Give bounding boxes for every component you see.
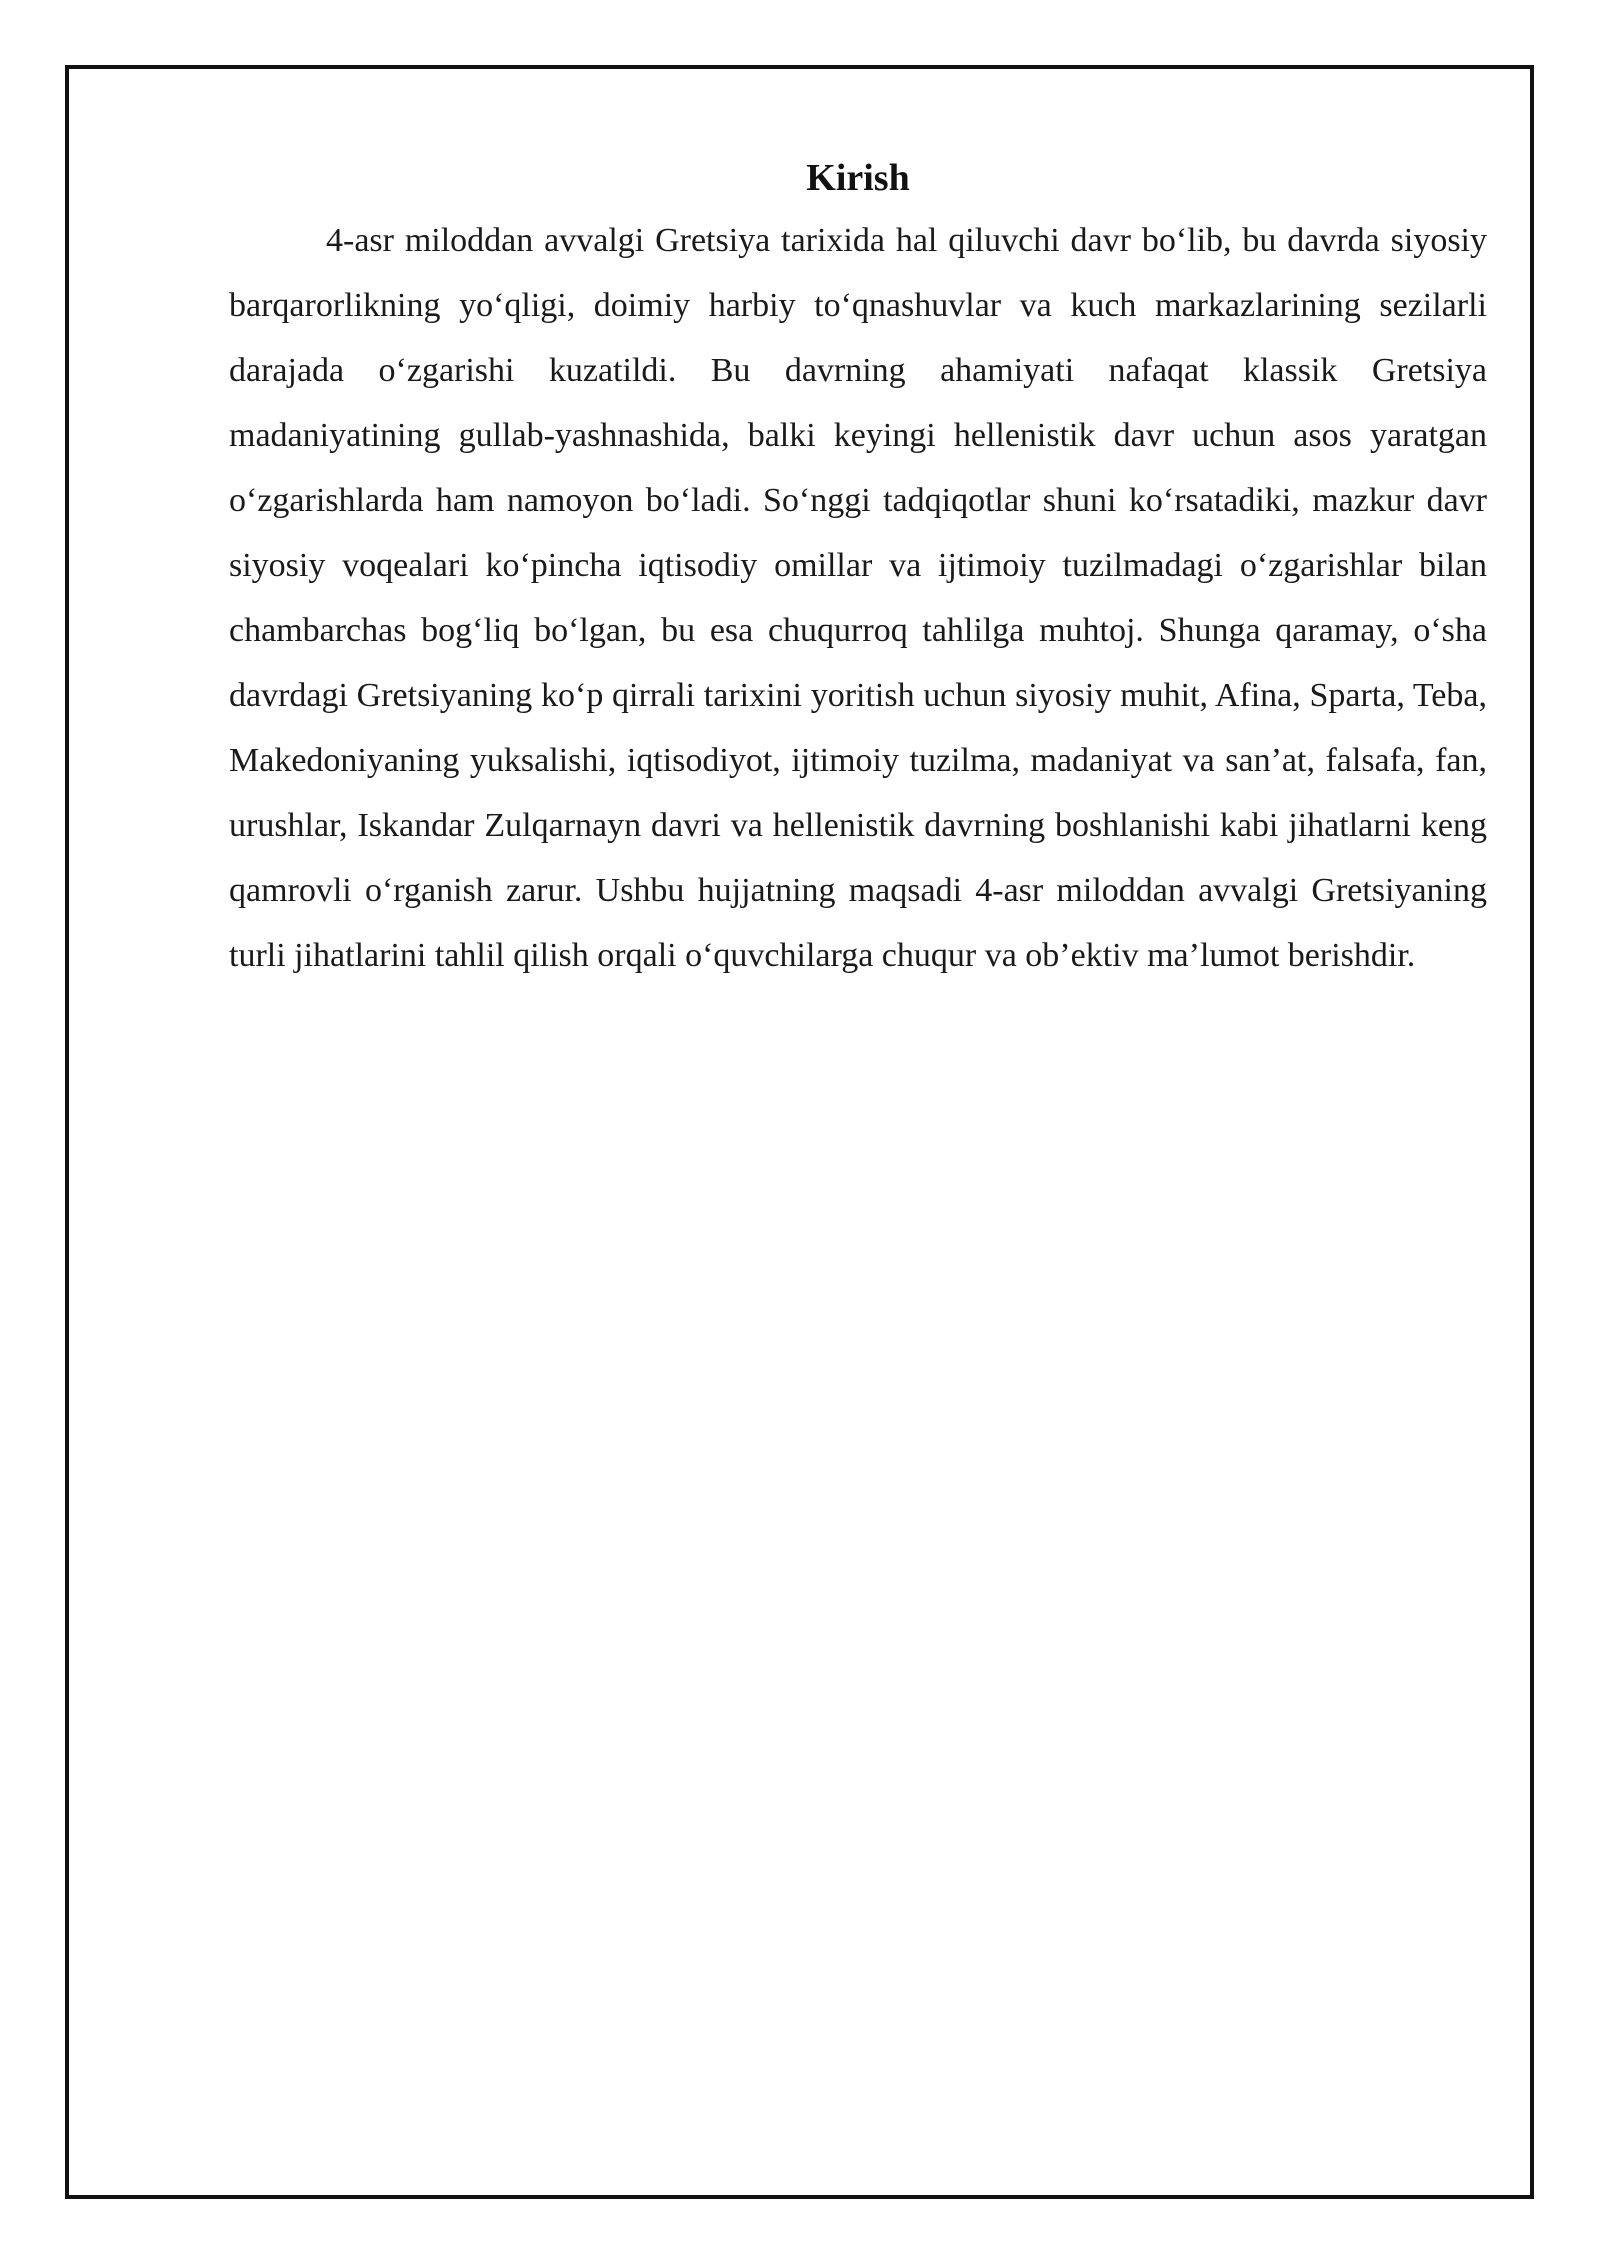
section-title: Kirish — [806, 157, 910, 199]
body-paragraph: 4-asr miloddan avvalgi Gretsiya tarixida hal qiluvchi davr bo‘lib, bu davrda siyosiy barqarorlikning yo‘qligi, doimiy harbiy to‘qnashuvlar va kuch markazlarining sezilarli darajada o‘zgarishi kuzatildi. Bu davrning ahamiyati nafaqat klassik Gretsiya madaniyatining gullab-yashnashida, balki keyingi hellenistik davr uchun asos yaratgan o‘zgarishlarda ham namoyon bo‘ladi. So‘nggi tadqiqotlar shuni ko‘rsatadiki, mazkur davr siyosiy voqealari ko‘pincha iqtisodiy omillar va ijtimoiy tuzilmadagi o‘zgarishlar bilan chambarchas bog‘liq bo‘lgan, bu esa chuqurroq tahlilga muhtoj. Shunga qaramay, o‘sha davrdagi Gretsiyaning ko‘p qirrali tarixini yoritish uchun siyosiy muhit, Afina, Sparta, Teba, Makedoniyaning yuksalishi, iqtisodiyot, ijtimoiy tuzilma, madaniyat va san’at, falsafa, fan, urushlar, Iskandar Zulqarnayn davri va hellenistik davrning boshlanishi kabi jihatlarni keng qamrovli o‘rganish zarur. Ushbu hujjatning maqsadi 4-asr miloddan avvalgi Gretsiyaning turli jihatlarini tahlil qilish orqali o‘quvchilarga chuqur va ob’ektiv ma’lumot berishdir. — [229, 222, 1487, 974]
document-content — [229, 148, 1487, 988]
